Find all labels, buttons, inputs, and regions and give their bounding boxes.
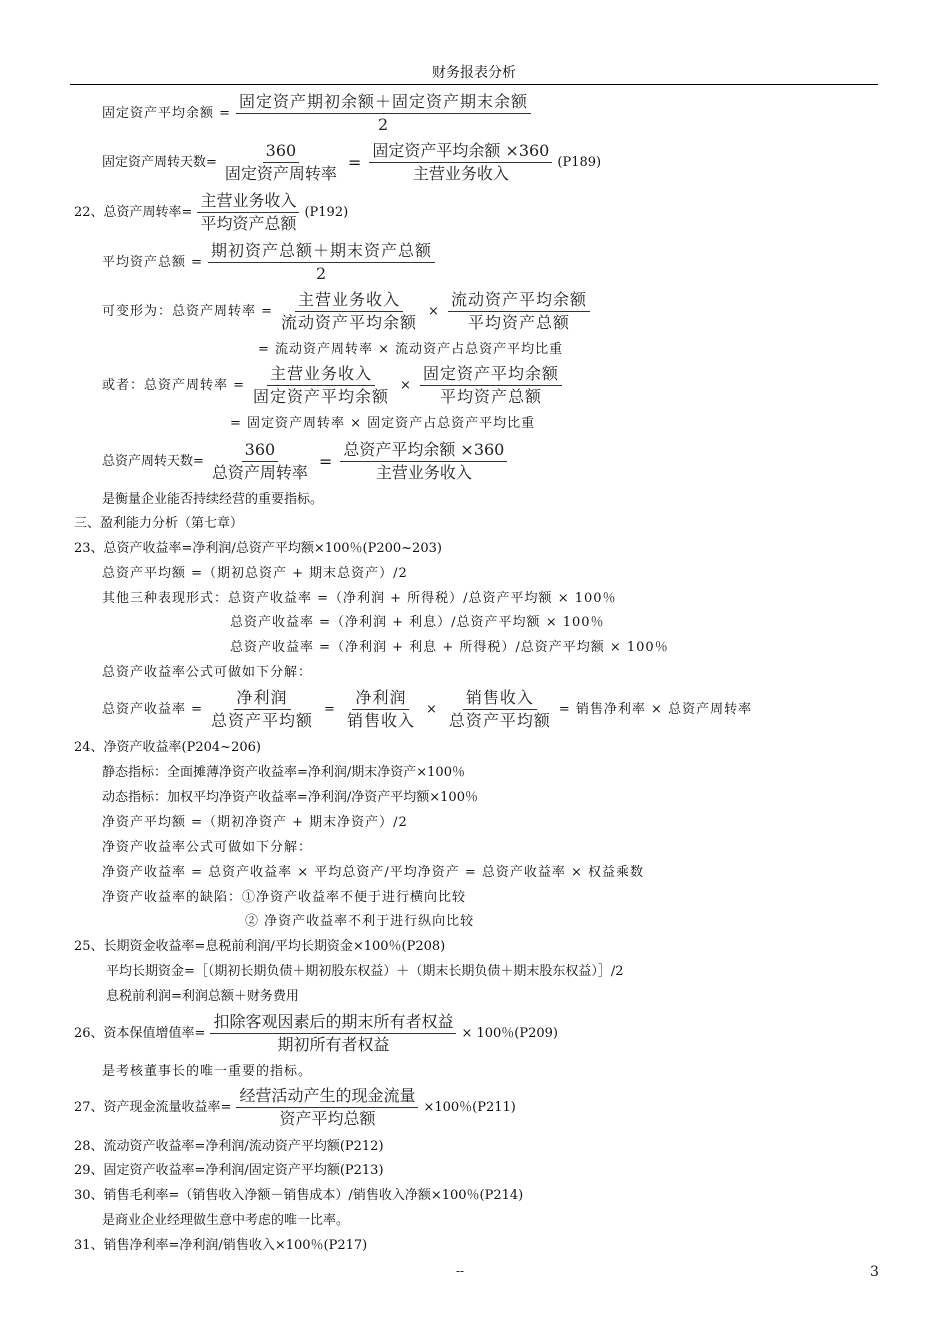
formula-avg-total-assets: 平均资产总额 = $\frac{\text{期初资产总额＋期末资产总额}}{2}$ [102, 241, 440, 284]
formula-variant-2-result: = 固定资产周转率 × 固定资产占总资产平均比重 [230, 416, 536, 431]
formula-line: 净资产收益率的缺陷：①净资产收益率不便于进行横向比较 [102, 890, 467, 905]
formula-line: 总资产平均额 =（期初总资产 + 期末总资产）/2 [102, 566, 408, 581]
formula-variant-2: 或者：总资产周转率 = $\frac{\text{主营业务收入}}{\text{固定资产平均余额}}$ × $\frac{\text{固定资产平均余额}}{\text{平均资产总额}}$ [102, 364, 567, 407]
formula-fixed-asset-avg: 固定资产平均余额 = $\frac{\text{固定资产期初余额＋固定资产期末余额}}{2}$ [102, 92, 536, 135]
formula-23: 23、总资产收益率=净利润/总资产平均额×100％(P200~203) [74, 541, 442, 556]
formula-line: 总资产收益率 =（净利润 + 利息）/总资产平均额 × 100％ [230, 615, 605, 630]
formula-line: 息税前利润=利润总额＋财务费用 [106, 989, 299, 1004]
formula-30: 30、销售毛利率=（销售收入净额－销售成本）/销售收入净额×100％(P214) [74, 1188, 524, 1203]
formula-line: 动态指标：加权平均净资产收益率=净利润/净资产平均额×100％ [102, 790, 478, 805]
note-line: 是商业企业经理做生意中考虑的唯一比率。 [102, 1213, 350, 1228]
formula-roa-decomposition: 总资产收益率 = $\frac{\text{净利润}}{\text{总资产平均额}}$ = $\frac{\text{净利润}}{\text{销售收入}}$ × $\frac{\text{销售收入}}{\text{总资产平均额}}$ = 销售净利率 × 总资产周转率 [102, 688, 753, 730]
formula-line: 总资产收益率公式可做如下分解： [102, 665, 313, 680]
section-heading: 三、盈利能力分析（第七章） [74, 516, 244, 531]
formula-29: 29、固定资产收益率=净利润/固定资产平均额(P213) [74, 1163, 384, 1178]
fraction: $\frac{\text{固定资产期初余额＋固定资产期末余额}}{2}$ [236, 92, 531, 135]
note-line: 是考核董事长的唯一重要的指标。 [102, 1064, 313, 1079]
formula-line: 平均长期资金=［（期初长期负债＋期初股东权益）＋（期末长期负债＋期末股东权益）］/2 [106, 964, 624, 979]
formula-28: 28、流动资产收益率=净利润/流动资产平均额(P212) [74, 1139, 384, 1154]
formula-31: 31、销售净利率=净利润/销售收入×100％(P217) [74, 1238, 368, 1253]
formula-variant-1-result: = 流动资产周转率 × 流动资产占总资产平均比重 [258, 342, 564, 357]
formula-line: ② 净资产收益率不利于进行纵向比较 [245, 914, 475, 929]
formula-total-asset-turnover-days: 总资产周转天数= $\frac{360}{\text{总资产周转率}}$ = $\frac{\text{总资产平均余额 ×360}}{\text{主营业务收入}}$ [102, 440, 512, 483]
formula-line: 净资产收益率公式可做如下分解： [102, 840, 313, 855]
formula-line: 净资产平均额 =（期初净资产 + 期末净资产）/2 [102, 815, 408, 830]
formula-line: 净资产收益率 = 总资产收益率 × 平均总资产/平均净资产 = 总资产收益率 × 权益乘数 [102, 865, 645, 880]
page-header-title: 财务报表分析 [432, 65, 516, 81]
formula-25: 25、长期资金收益率=息税前利润/平均长期资金×100％(P208) [74, 939, 446, 954]
formula-22-total-asset-turnover: 22、总资产周转率= $\frac{\text{主营业务收入}}{\text{平均资产总额}}$ (P192) [74, 191, 349, 233]
formula-line: 其他三种表现形式：总资产收益率 =（净利润 + 所得税）/总资产平均额 × 100％ [102, 591, 617, 606]
page-number: 3 [870, 1264, 879, 1280]
formula-24: 24、净资产收益率(P204~206) [74, 740, 261, 755]
formula-variant-1: 可变形为：总资产周转率 = $\frac{\text{主营业务收入}}{\text{流动资产平均余额}}$ × $\frac{\text{流动资产平均余额}}{\text{平均资产总额}}$ [102, 290, 595, 333]
formula-line: 总资产收益率 =（净利润 + 利息 + 所得税）/总资产平均额 × 100％ [230, 640, 669, 655]
formula-line: 静态指标：全面摊薄净资产收益率=净利润/期末净资产×100％ [102, 765, 465, 780]
footer-dash: -- [456, 1264, 465, 1278]
formula-fixed-asset-turnover-days: 固定资产周转天数= $\frac{360}{\text{固定资产周转率}}$ = $\frac{\text{固定资产平均余额 ×360}}{\text{主营业务收入}}$ (P189) [102, 141, 602, 183]
formula-26: 26、资本保值增值率= $\frac{\text{扣除客观因素后的期末所有者权益}}{\text{期初所有者权益}}$ × 100％(P209) [74, 1012, 558, 1054]
formula-27: 27、资产现金流量收益率= $\frac{\text{经营活动产生的现金流量}}{\text{资产平均总额}}$ ×100％(P211) [74, 1086, 516, 1128]
note-line: 是衡量企业能否持续经营的重要指标。 [102, 492, 324, 507]
header-rule [70, 84, 878, 85]
